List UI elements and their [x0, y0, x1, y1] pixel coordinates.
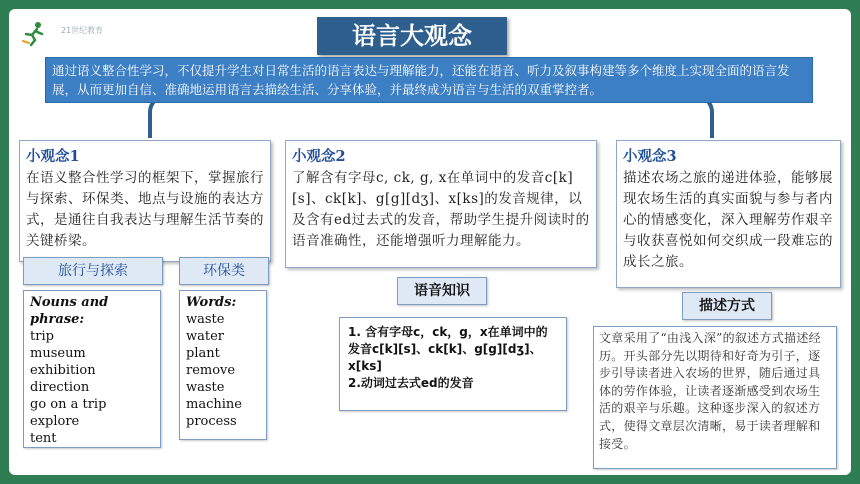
slide — [9, 9, 851, 475]
vocab-item: go on a trip — [30, 397, 107, 412]
concept-text: 在语义整合性学习的框架下，掌握旅行与探索、环保类、地点与设施的表达方式，是通往自我表达与理解生活节奏的关键桥梁。 — [26, 170, 264, 249]
concept-text: 了解含有字母c, ck, g, x在单词中的发音c[k][s]、ck[k]、g[g][dʒ]、x[ks]的发音规律，以及含有ed过去式的发音，帮助学生提升阅读时的语音准确性，还能增强听力理解能力。 — [292, 170, 590, 249]
vocab-item: waste — [186, 312, 225, 327]
travel-vocab-box — [23, 290, 161, 448]
vocab-heading: Nouns and phrase: — [30, 295, 109, 327]
vocab-item: museum — [30, 346, 86, 361]
vocab-item: explore — [30, 414, 80, 429]
page-title: 语言大观念 — [317, 17, 507, 55]
logo-text: 21世纪教育 — [61, 26, 104, 35]
vocab-item: machine — [186, 397, 242, 412]
concept-card-3 — [616, 140, 841, 288]
tag-narrative: 描述方式 — [682, 292, 772, 320]
vocab-item: tent — [30, 431, 57, 446]
narrative-text: 文章采用了“由浅入深”的叙述方式描述经历。开头部分先以期待和好奇为引子，逐步引导读者进入农场的世界，随后通过具体的劳作体验，让读者逐渐感受到农场生活的艰辛与乐趣。这种逐步深入的叙述方式，使得文章层次清晰，易于读者理解和接受。 — [599, 331, 821, 451]
vocab-heading: Words: — [186, 295, 237, 310]
phonics-line: 1. 含有字母c，ck，g，x在单词中的发音c[k][s]、ck[k]、g[g][dʒ]、x[ks] — [348, 325, 548, 373]
runner-logo-icon — [21, 21, 47, 47]
env-vocab-box — [179, 290, 267, 440]
vocab-item: remove — [186, 363, 236, 378]
tag-travel: 旅行与探索 — [23, 257, 163, 285]
phonics-line: 2.动词过去式ed的发音 — [348, 376, 474, 390]
concept-text: 描述农场之旅的递进体验，能够展现农场生活的真实面貌与参与者内心的情感变化，深入理解劳作艰辛与收获喜悦如何交织成一段难忘的成长之旅。 — [623, 170, 833, 270]
vocab-item: process — [186, 414, 237, 429]
vocab-item: trip — [30, 329, 54, 344]
vocab-item: direction — [30, 380, 90, 395]
concept-card-1 — [19, 140, 271, 262]
narrative-box — [593, 326, 837, 469]
vocab-item: water — [186, 329, 225, 344]
tag-phonics: 语音知识 — [397, 277, 487, 305]
tag-environment: 环保类 — [179, 257, 269, 285]
phonics-box — [339, 317, 567, 411]
concept-title: 小观念3 — [623, 148, 677, 165]
logo — [21, 21, 111, 51]
vocab-item: exhibition — [30, 363, 96, 378]
vocab-item: plant — [186, 346, 220, 361]
concept-title: 小观念1 — [26, 148, 80, 165]
concept-card-2 — [285, 140, 597, 268]
vocab-item: waste — [186, 380, 225, 395]
concept-title: 小观念2 — [292, 148, 346, 165]
intro-banner: 通过语义整合性学习，不仅提升学生对日常生活的语言表达与理解能力，还能在语音、听力及叙事构建等多个维度上实现全面的语言发展，从而更加自信、准确地运用语言去描绘生活、分享体验，并最终成为语言与生活的双重掌控者。 — [45, 57, 813, 103]
